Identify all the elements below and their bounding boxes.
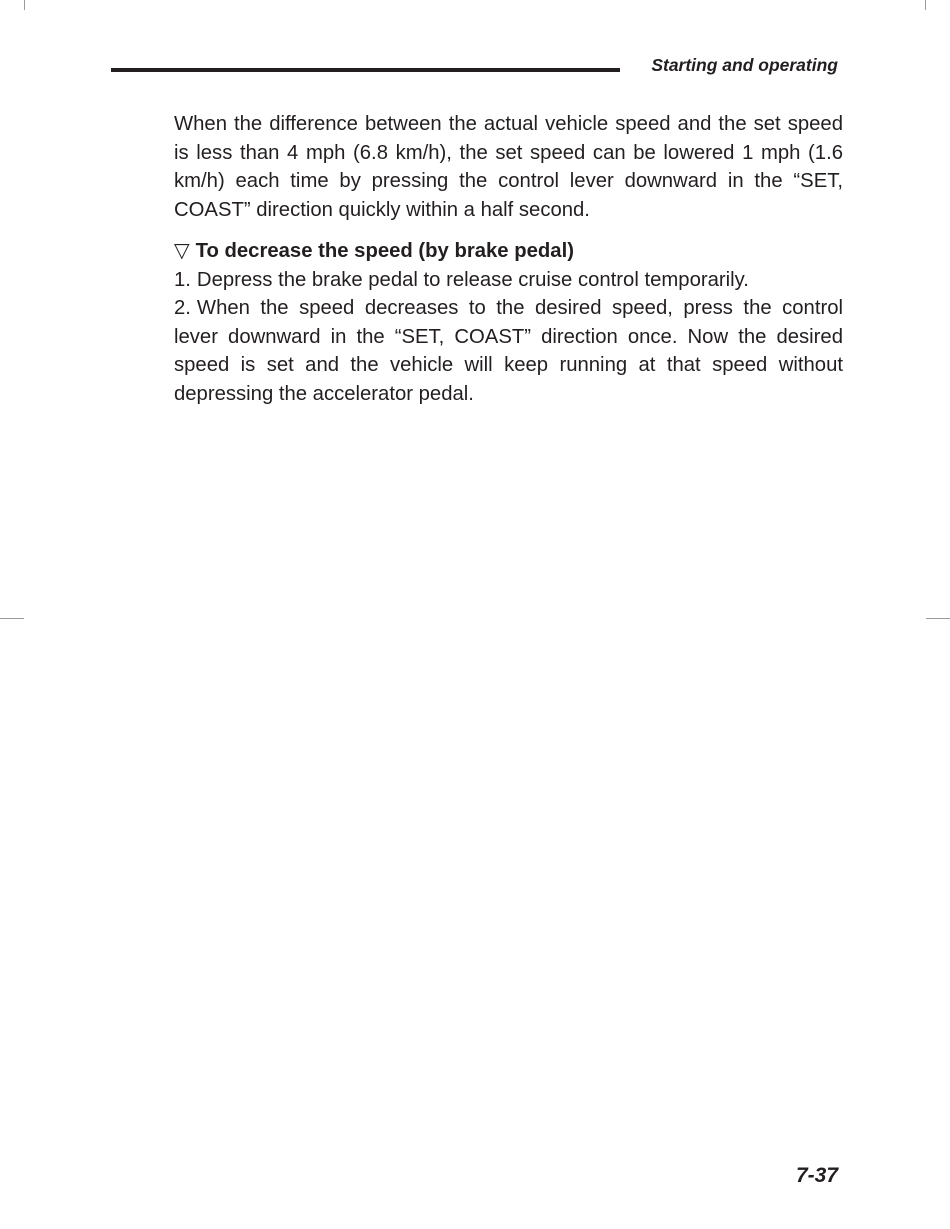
step-number: 1. [174,268,191,291]
crop-mark [0,618,24,619]
subheading [174,237,843,266]
subheading-text: To decrease the speed (by brake pedal) [195,240,574,262]
step-number: 2. [174,297,191,319]
page-number: 7-37 [795,1164,838,1187]
crop-mark [925,0,926,10]
header-rule [111,68,620,72]
step-item [174,294,843,408]
step-text: Depress the brake pedal to release cruise control temporarily. [196,268,749,291]
section-title: Starting and operating [651,55,838,75]
step-item [174,266,843,295]
triangle-marker-icon: ▽ [174,240,190,262]
crop-mark [24,0,25,10]
intro-paragraph: When the difference between the actual vehicle speed and the set speed is less than 4 mph (6.8 km/h), the set speed can be lowered 1 mph (1.6 km/h) each time by pressing the control lever downward in the “SET, COAST” direction quickly within a half second. [174,113,843,221]
step-text: When the speed decreases to the desired speed, press the control lever downward in the “SET, COAST” direction once. Now the desired speed is set and the vehicle will keep running at that speed without depressing the accelerator pedal. [174,297,843,405]
page-content [174,110,843,408]
crop-mark [926,618,950,619]
